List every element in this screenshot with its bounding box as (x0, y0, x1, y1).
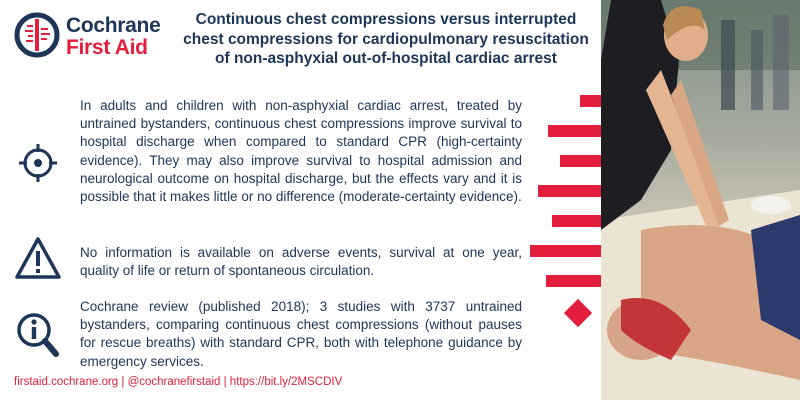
title-line-3: of non-asphyxial out-of-hospital cardiac arrest (215, 50, 557, 67)
limitations-text: No information is available on adverse events, survival at one year, quality of life or return of spontaneous circulation. (80, 245, 522, 279)
title-line-1: Continuous chest compressions versus interrupted (195, 11, 577, 28)
key-findings-text: In adults and children with non-asphyxial cardiac arrest, treated by untrained bystanders, continuous chest compressions improve survival to hospital discharge when compared to standard CPR (high-certainty evidence). They may also improve survival to hospital admission and neurological outcome on hospital discharge, but the effects vary and it is possible that it makes little or no difference (moderate-certainty evidence). (80, 98, 522, 205)
brand-subname: First Aid (66, 36, 148, 59)
brand-name: Cochrane (66, 14, 161, 37)
warning-icon (14, 236, 62, 280)
page-title (176, 10, 596, 69)
review-source-text: Cochrane review (published 2018); 3 studies with 3737 untrained bystanders, comparing continuous chest compressions (without pauses for rescue breaths) with standard CPR, both with telephone guidance by emergency services. (80, 299, 522, 369)
cochrane-first-aid-logo (14, 12, 164, 64)
cochrane-logo-icon (14, 12, 60, 58)
info-search-icon (16, 312, 60, 358)
target-icon (18, 143, 58, 183)
cpr-training-photo (601, 0, 800, 400)
title-line-2: chest compressions for cardiopulmonary resuscitation (183, 30, 589, 48)
decorative-red-bars (530, 95, 602, 345)
footer-links[interactable]: firstaid.cochrane.org | @cochranefirstaid | https://bit.ly/2MSCDIV (14, 376, 343, 388)
